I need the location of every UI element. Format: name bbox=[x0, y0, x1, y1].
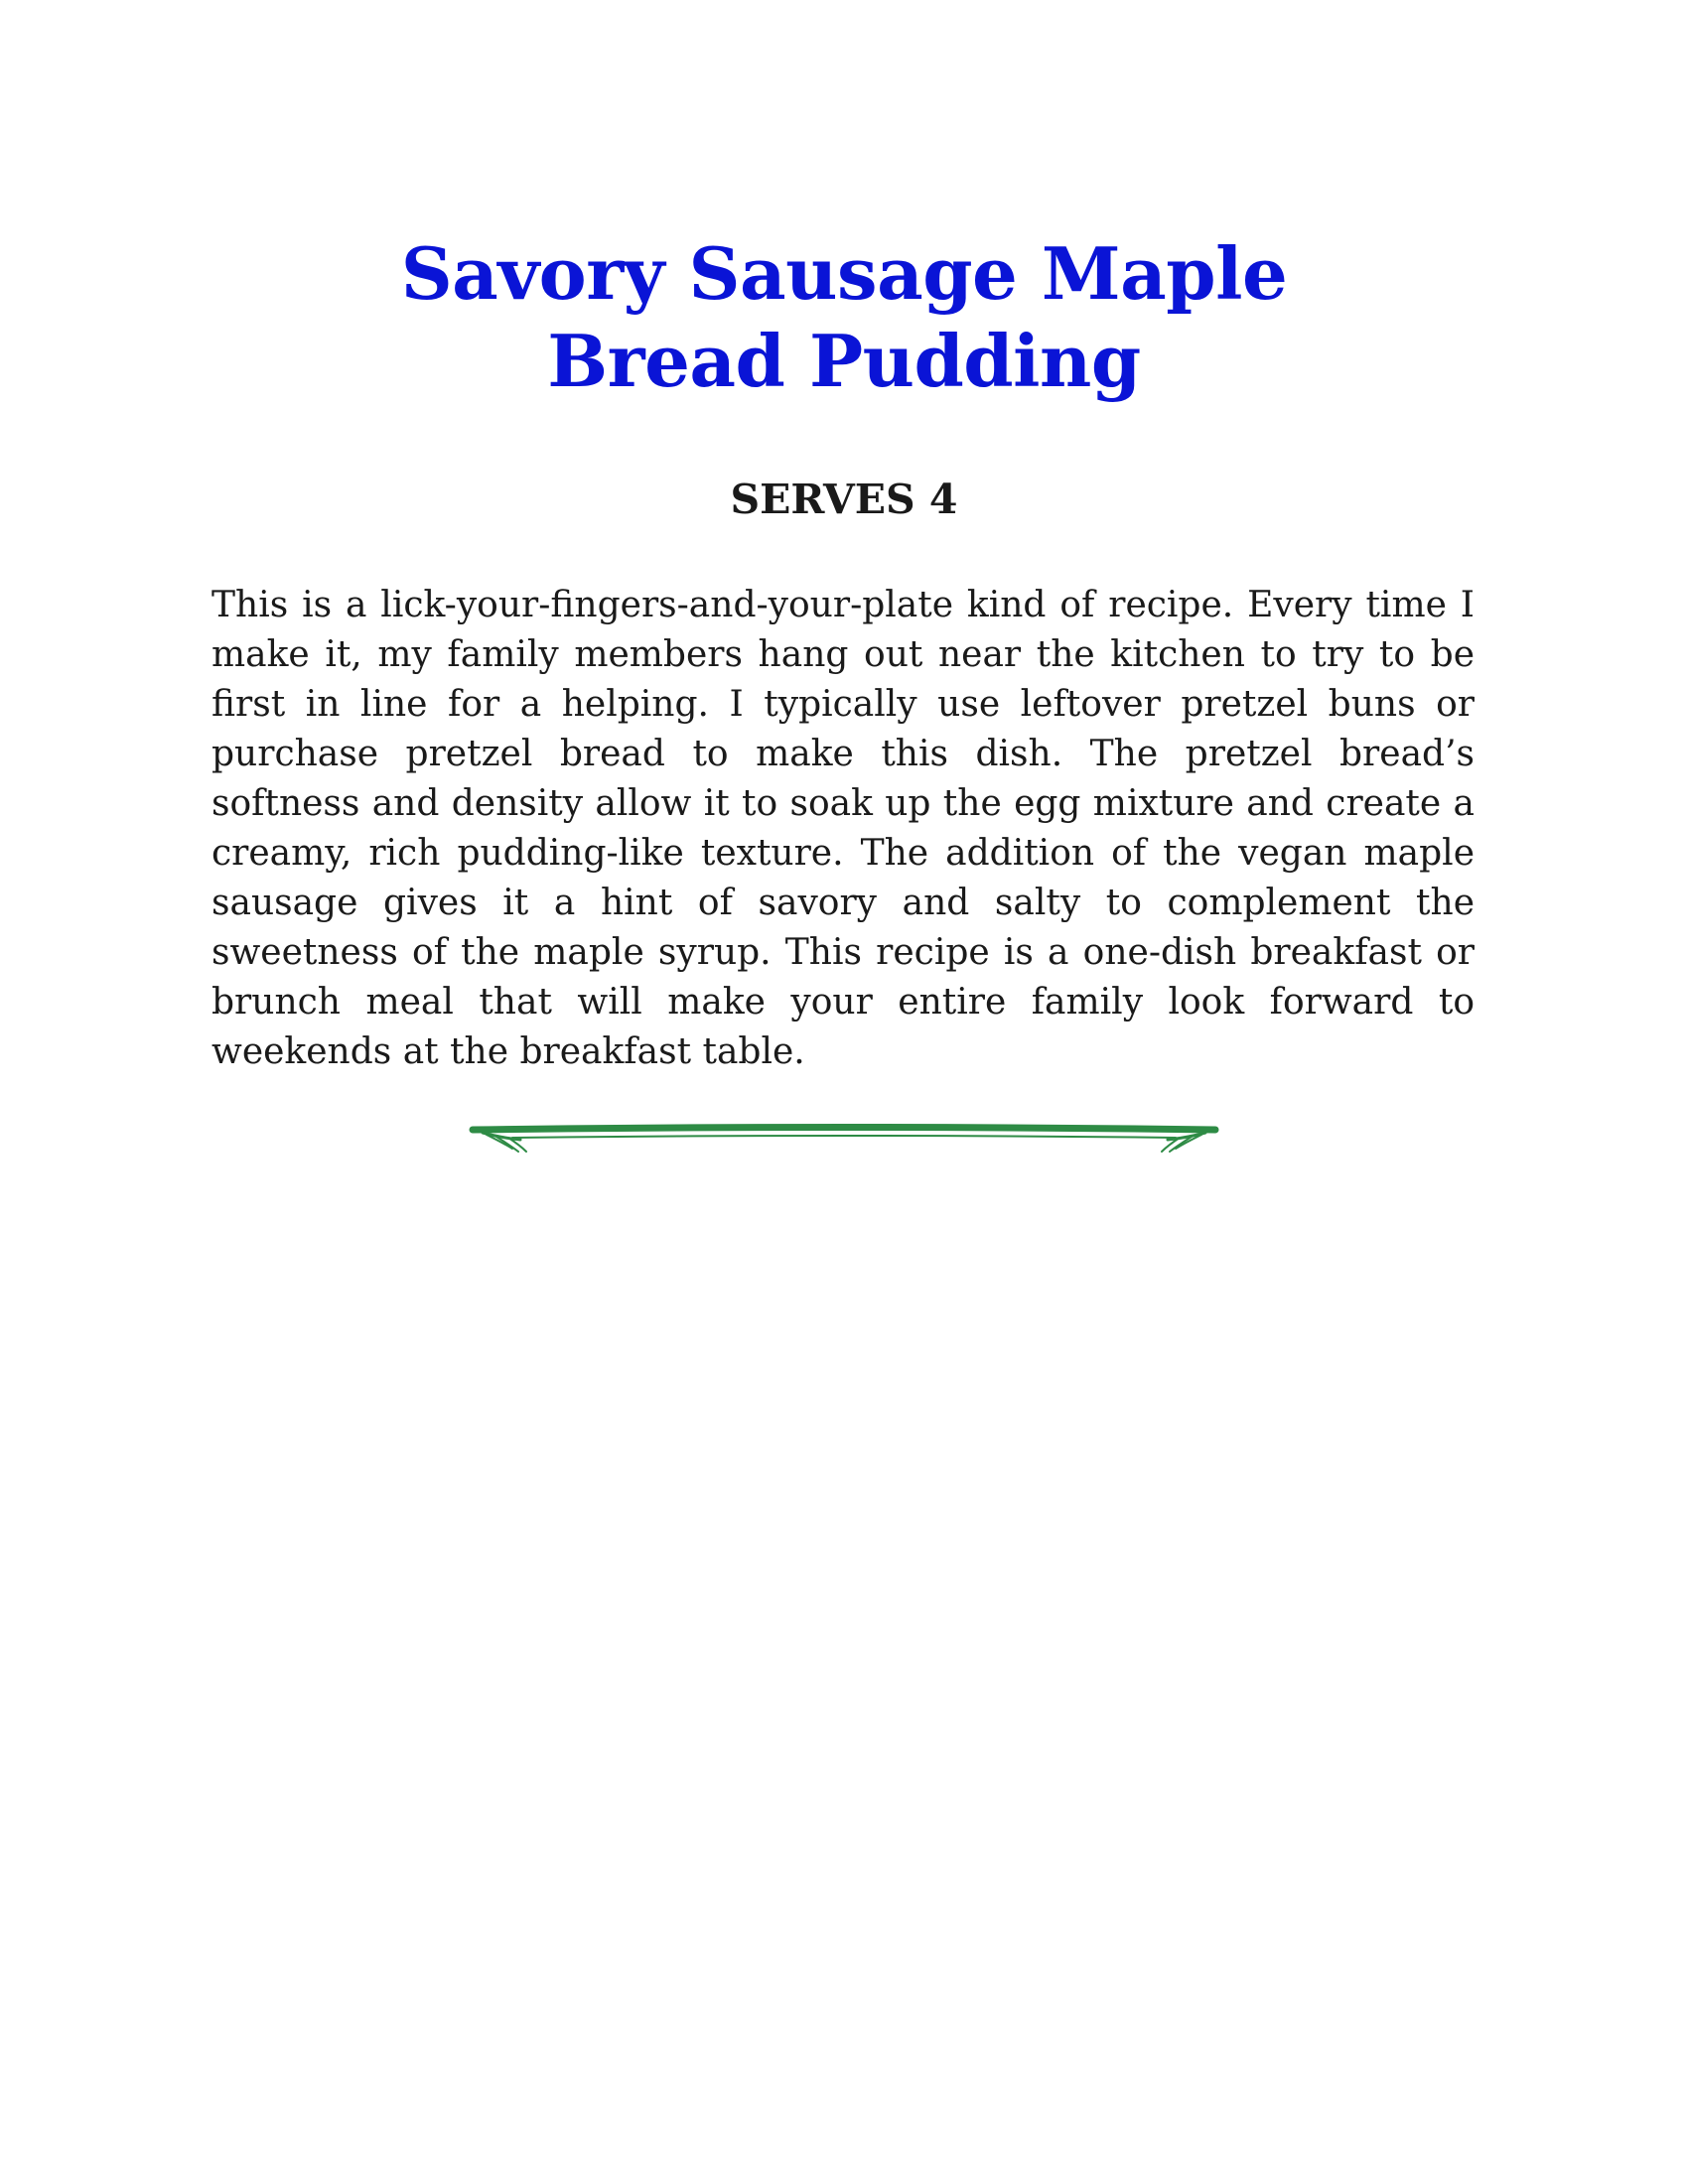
recipe-intro-paragraph: This is a lick-your-fingers-and-your-plate kind of recipe. Every time I make it, my family members hang out near the kitchen to try to be first in line for a helping. I typically use leftover pretzel buns or purchase pretzel bread to make this dish. The pretzel bread’s softness and density allow it to soak up the egg mixture and create a creamy, rich pudding-like texture. The addition of the vegan maple sausage gives it a hint of savory and salty to complement the sweetness of the maple syrup. This recipe is a one-dish breakfast or brunch meal that will make your entire family look forward to weekends at the breakfast table. bbox=[211, 585, 1475, 1072]
decorative-flourish-divider-icon bbox=[465, 1116, 1223, 1161]
recipe-title bbox=[248, 230, 1440, 405]
recipe-title-line-2: Bread Pudding bbox=[547, 319, 1141, 403]
serves-label: SERVES 4 bbox=[730, 476, 958, 523]
recipe-title-line-1: Savory Sausage Maple bbox=[400, 231, 1288, 316]
